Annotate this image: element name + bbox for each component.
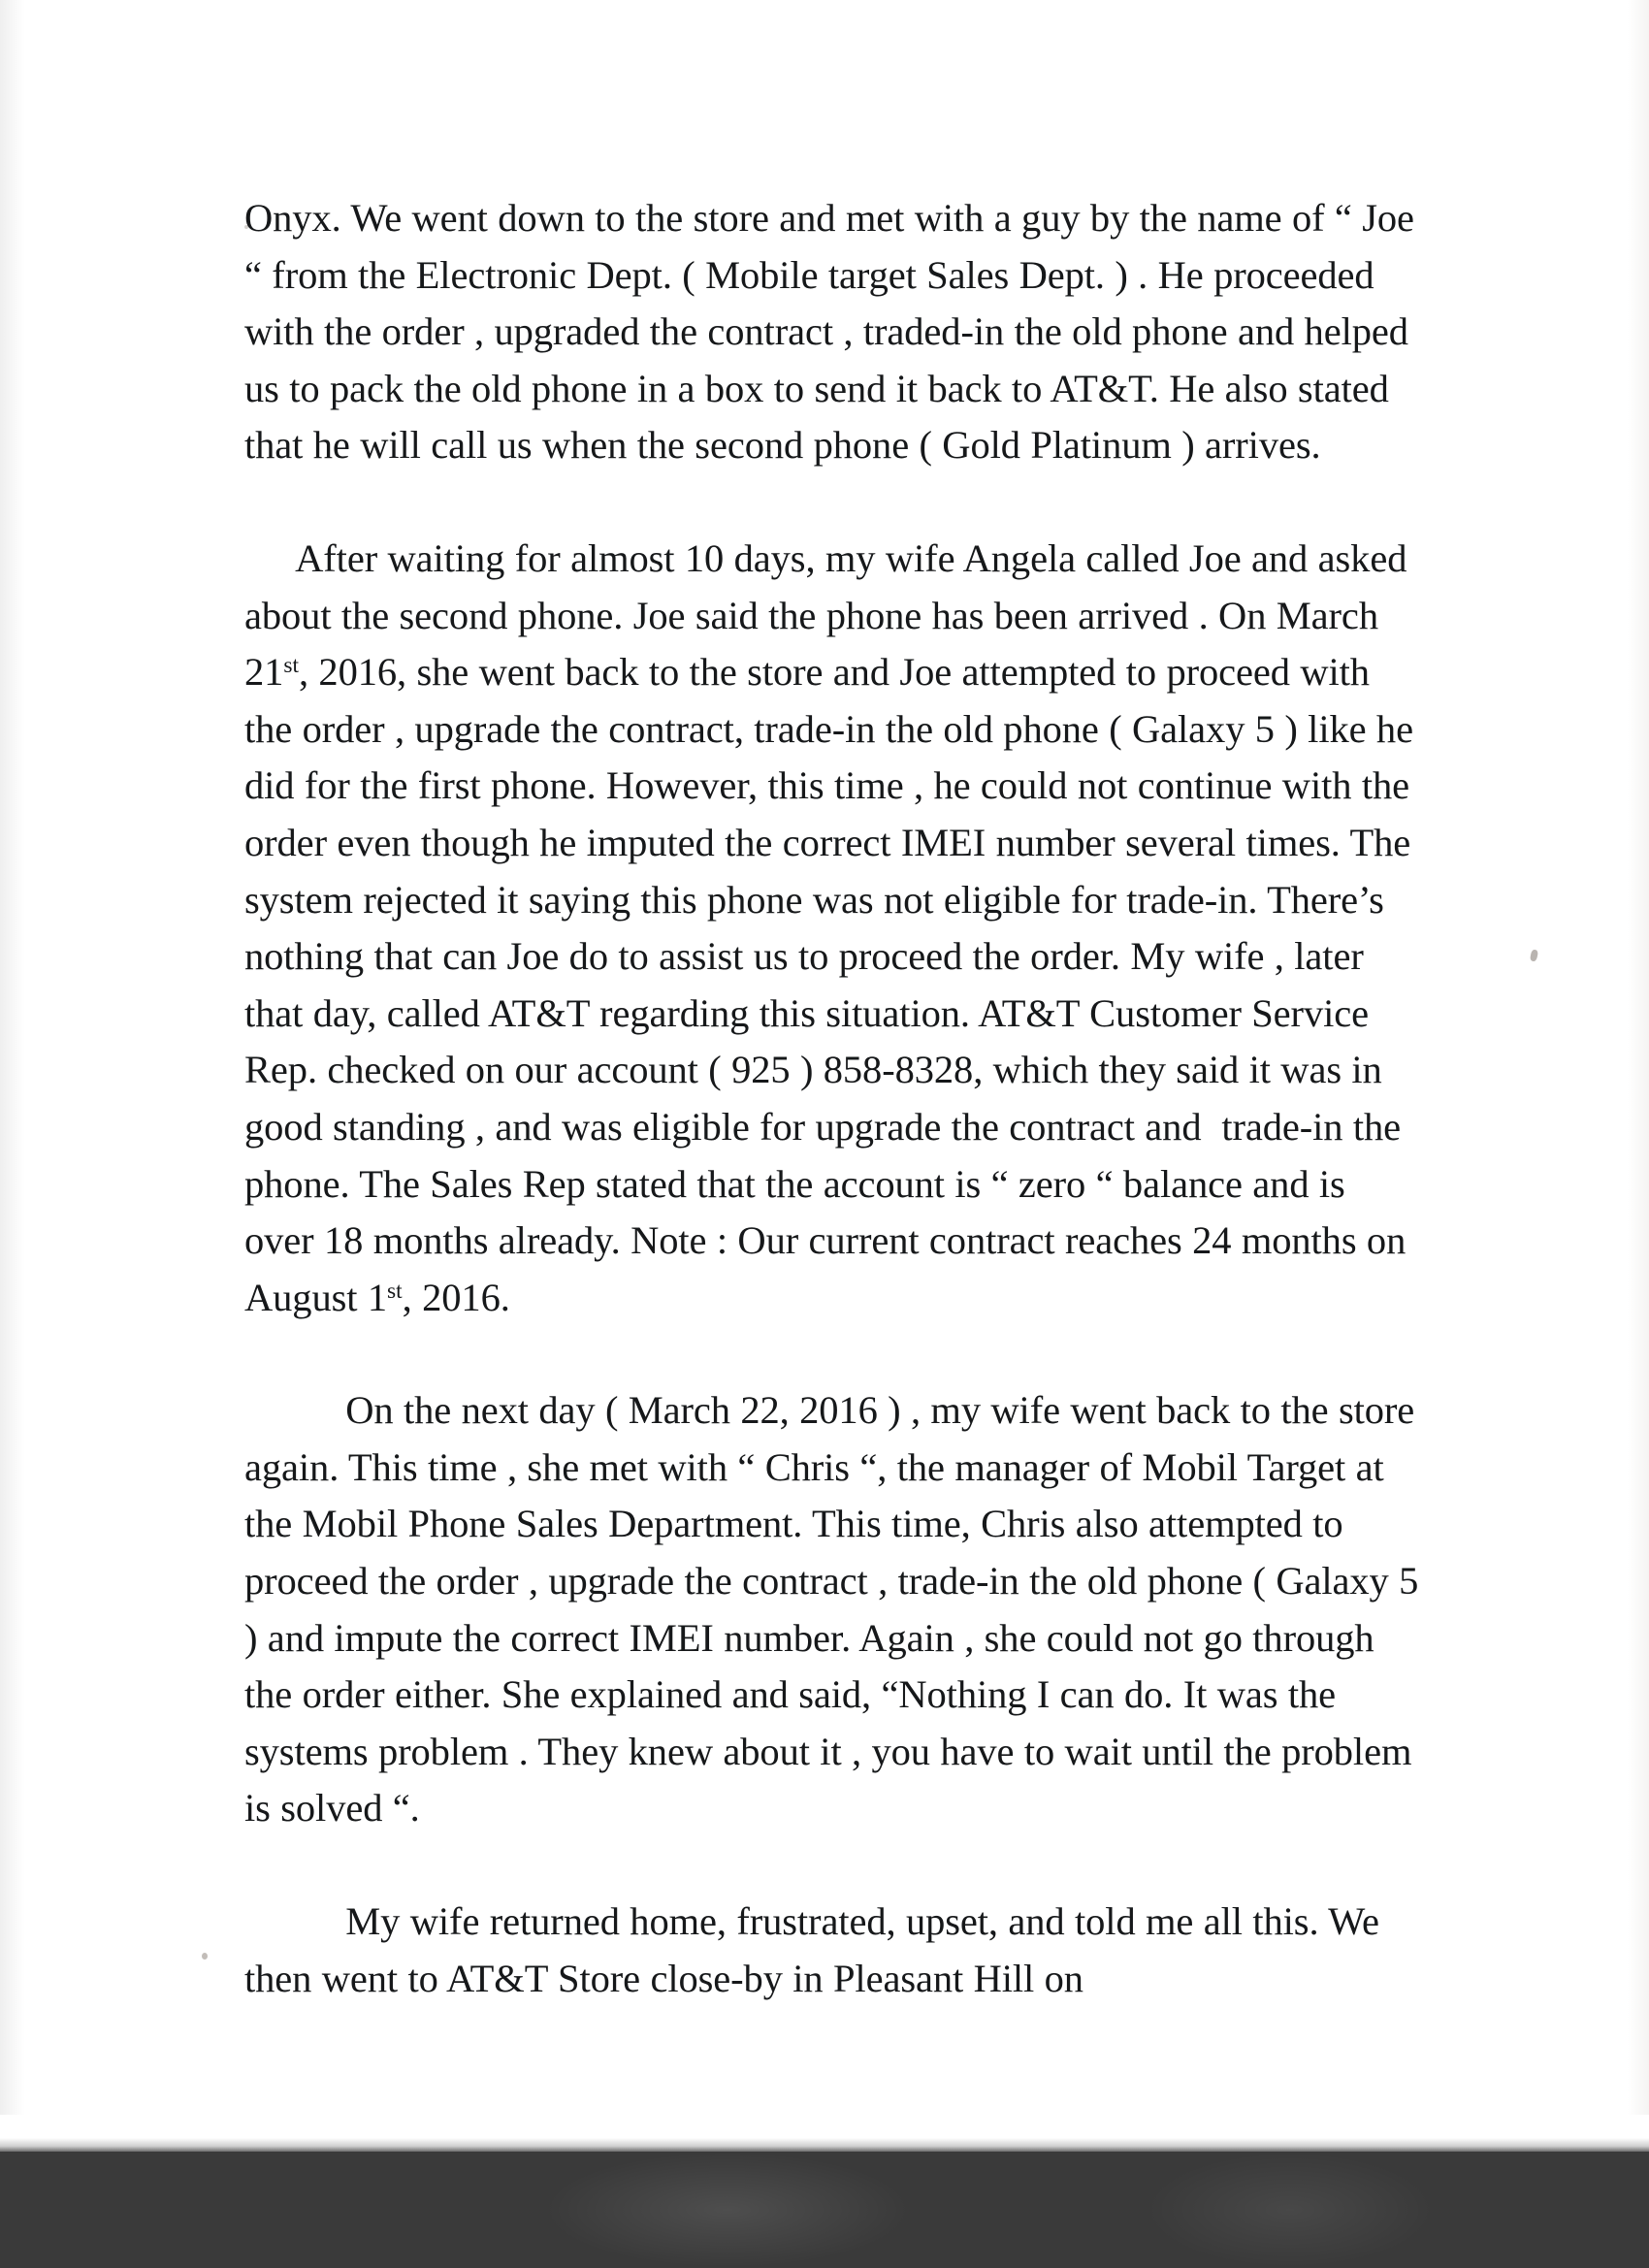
paragraph-3: On the next day ( March 22, 2016 ) , my wife went back to the store again. This time , she met with “ Chris “, the manager of Mobil Target at the Mobil Phone Sales Department. This time, Chris also attempted to proceed the order , upgrade the contract , trade-in the old phone ( Galaxy 5 ) and impute the correct IMEI number. Again , she could not go through the order either. She explained and said, “Nothing I can do. It was the systems problem . They knew about it , you have to wait until the problem is solved “. <box>244 1388 1429 1831</box>
scan-artifact-speck-left <box>202 1953 208 1960</box>
scan-right-edge-shadow <box>1628 0 1649 2115</box>
ordinal-suffix-march: st <box>283 653 299 679</box>
ordinal-suffix-august: st <box>387 1278 403 1304</box>
paragraph-2-part-c: , 2016. <box>402 1275 510 1319</box>
scan-band-gradient <box>0 2138 1649 2152</box>
letter-text-body <box>244 190 1429 2007</box>
scan-bottom-dark-band <box>0 2152 1649 2268</box>
scan-band-blotch-b <box>1145 2152 1436 2268</box>
scan-artifact-speck-right <box>1530 949 1538 961</box>
paragraph-2-part-a: After waiting for almost 10 days, my wife Angela called Joe and asked about the second phone. Joe said the phone has been arrived . On March 21 <box>244 535 1417 695</box>
scan-left-edge-shadow <box>0 0 25 2115</box>
paragraph-4: My wife returned home, frustrated, upset, and told me all this. We then went to AT&T Store close-by in Pleasant Hill on <box>244 1899 1390 2000</box>
paragraph-1: Onyx. We went down to the store and met with a guy by the name of “ Joe “ from the Electronic Dept. ( Mobile target Sales Dept. ) . He proceeded with the order , upgraded the contract , traded-in the old phone and helped us to pack the old phone in a box to send it back to AT&T. He also stated that he will call us when the second phone ( Gold Platinum ) arrives. <box>244 196 1425 468</box>
scan-band-blotch-a <box>543 2152 912 2268</box>
paragraph-2-part-b: , 2016, she went back to the store and Joe attempted to proceed with the order , upgrade the contract, trade-in the old phone ( Galaxy 5 ) like he did for the first phone. However, this time , he could not continue with the order even though he imputed the correct IMEI number several times. The system rejected it saying this phone was not eligible for trade-in. There’s nothing that can Joe do to assist us to proceed the order. My wife , later that day, called AT&T regarding this situation. AT&T Customer Service Rep. checked on our account ( 925 ) 858-8328, which they said it was in good standing , and was eligible for upgrade the contract and trade-in the phone. The Sales Rep stated that the account is “ zero “ balance and is over 18 months already. Note : Our current contract reaches 24 months on August 1 <box>244 650 1424 1319</box>
paragraph-2 <box>244 531 1423 1326</box>
